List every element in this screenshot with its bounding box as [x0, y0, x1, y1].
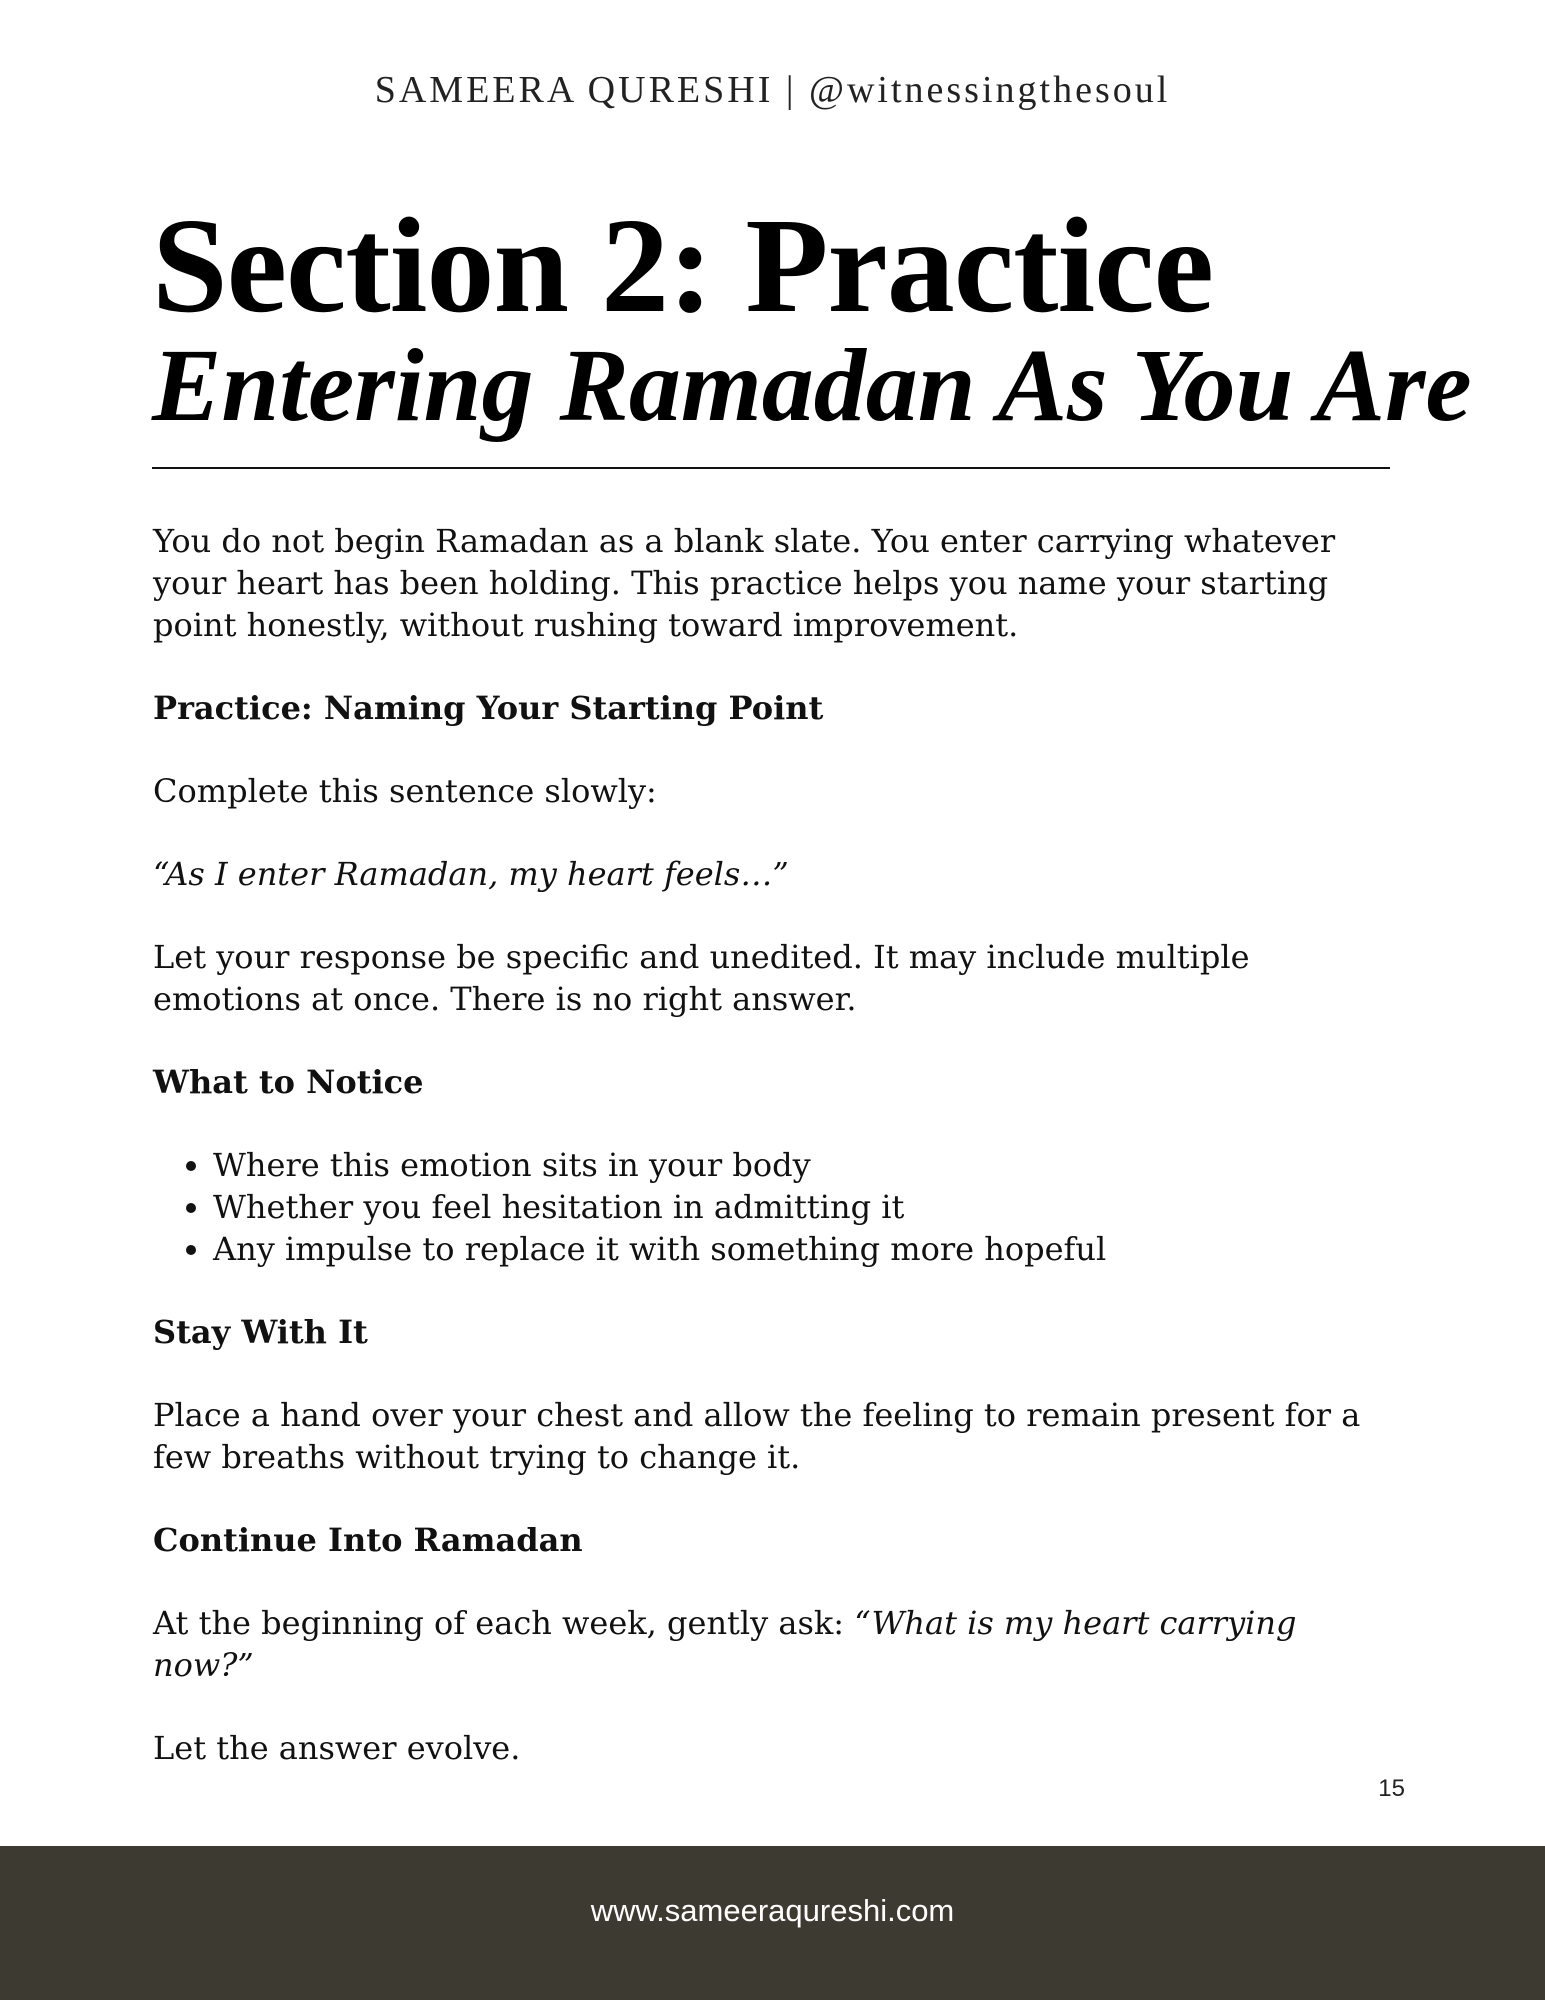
continue-heading: Continue Into Ramadan: [153, 1521, 583, 1559]
stay-heading: Stay With It: [153, 1313, 368, 1351]
complete-sentence-instruction: Complete this sentence slowly:: [153, 772, 657, 810]
continue-text: At the beginning of each week, gently ask:: [153, 1604, 855, 1642]
page-subtitle: Entering Ramadan As You Are: [152, 328, 1472, 443]
response-guidance: Let your response be specific and unedited. It may include multiple emotions at once. There is no right answer.: [153, 938, 1250, 1018]
page-number: 15: [1378, 1775, 1405, 1802]
continue-paragraph: [153, 1602, 1403, 1686]
stay-paragraph: Place a hand over your chest and allow the feeling to remain present for a few breaths without trying to change it.: [153, 1396, 1361, 1476]
prompt-quote: “As I enter Ramadan, my heart feels…”: [153, 855, 789, 893]
title-divider: [152, 467, 1390, 469]
practice-heading: Practice: Naming Your Starting Point: [153, 689, 824, 727]
header-credit: SAMEERA QURESHI | @witnessingthesoul: [374, 69, 1171, 111]
footer-website-link[interactable]: www.sameeraqureshi.com: [590, 1893, 955, 1928]
main-content: [153, 520, 1403, 1810]
page-title: Section 2: Practice: [152, 191, 1213, 341]
intro-paragraph: You do not begin Ramadan as a blank slate. You enter carrying whatever your heart has been holding. This practice helps you name your starting point honestly, without rushing toward improvement.: [153, 522, 1336, 644]
list-item: • Where this emotion sits in your body: [213, 1144, 1403, 1186]
notice-heading: What to Notice: [153, 1063, 424, 1101]
list-item: • Whether you feel hesitation in admitting it: [213, 1186, 1403, 1228]
list-item: • Any impulse to replace it with something more hopeful: [213, 1228, 1403, 1270]
continue-quote: “What is my heart carrying now?”: [153, 1604, 1297, 1684]
footer-bar: [0, 1846, 1545, 2000]
closing-line: Let the answer evolve.: [153, 1729, 521, 1767]
notice-list: [153, 1144, 1403, 1270]
